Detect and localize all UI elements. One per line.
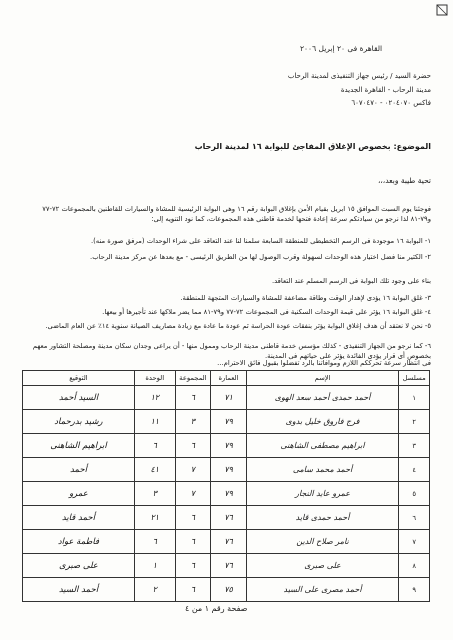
- cell-name: أحمد حمدى أحمد سعد الهوى: [246, 386, 399, 410]
- cell-signature: عمرو: [23, 482, 135, 506]
- cell-signature: أحمد: [23, 458, 135, 482]
- body-point-5: ٥- نحن لا نعتقد أن هدف إغلاق البوابة يؤثر بنفقات عودة الحراسة ثم عودة ما عادة مع زيادة مصاريف الصيانة سنوية ١٤٪ عن العام الماضى.: [45, 322, 431, 330]
- cell-signature: أحمد السيد: [23, 578, 135, 602]
- signatures-table: [22, 370, 430, 602]
- table-row: [23, 410, 430, 434]
- cell-building: ٧٦: [211, 530, 247, 554]
- cell-building: ٧٦: [211, 506, 247, 530]
- header-building: العمارة: [211, 371, 247, 386]
- header-group: المجموعة: [175, 371, 211, 386]
- cell-seq: ٦: [399, 506, 430, 530]
- cell-unit: ١: [134, 554, 175, 578]
- cell-group: ٦: [175, 578, 211, 602]
- cell-unit: ١١: [134, 410, 175, 434]
- cell-seq: ٧: [399, 530, 430, 554]
- cell-seq: ٩: [399, 578, 430, 602]
- table-header-row: [23, 371, 430, 386]
- cell-name: أحمد محمد سامى: [246, 458, 399, 482]
- body-point-4: ٤- غلق البوابة ١٦ يؤثر على قيمة الوحدات السكنية فى المجموعات ٧٢-٧٧ و٧٩-٨١ مما يضر ملاكها عند تأجيرها أو بيعها.: [102, 308, 431, 316]
- recipient-fax: فاكس ٠٢٠٤٠٧٠ - ٦٠٧٠٤٧٠: [351, 99, 431, 107]
- header-unit: الوحدة: [134, 371, 175, 386]
- cell-unit: ٢: [134, 578, 175, 602]
- body-paragraph: فوجئنا يوم السبت الموافق ١٥ ابريل بقيام الأمن بإغلاق البوابة رقم ١٦ وهى البوابة الرئيسية للمشاة والسيارات للقاطنين بالمجموعات ٧٢-٧٧ و٧٩-٨١ لذا نرجو من سيادتكم سرعة إعادة فتحها لخدمة قاطنى هذه المجموعات، كما نود التنويه إلى:: [42, 205, 431, 223]
- table-row: [23, 506, 430, 530]
- cell-seq: ٣: [399, 434, 430, 458]
- cell-building: ٧٥: [211, 578, 247, 602]
- page-number: صفحة رقم ١ من ٤: [185, 604, 248, 613]
- recipient-line-2: مدينة الرحاب - القاهرة الجديدة: [340, 86, 431, 94]
- cell-unit: ٤١: [134, 458, 175, 482]
- body-point-3: ٣- غلق البوابة ١٦ يؤدى لإهدار الوقت وطاقة مضاعفة للمشاة والسيارات المتجهة للمنطقة.: [180, 294, 431, 302]
- cell-signature: فاطمة عواد: [23, 530, 135, 554]
- letter-date: القاهرة فى ٢٠ إبريل ٢٠٠٦: [300, 44, 383, 53]
- cell-group: ٣: [175, 410, 211, 434]
- cell-name: ابراهيم مصطفى الشاهنى: [246, 434, 399, 458]
- body-point-2: ٢- الكثير منا فضل اختيار هذه الوحدات لسهولة وقرب الوصول لها من الطريق الرئيسى - مع بعدها عن مركز مدينة الرحاب.: [90, 253, 431, 261]
- cell-group: ٧: [175, 482, 211, 506]
- cell-building: ٧١: [211, 386, 247, 410]
- cell-group: ٦: [175, 386, 211, 410]
- body-point-2-cont: بناء على وجود تلك البوابة فى الرسم المسلم عند التعاقد.: [271, 277, 431, 285]
- cell-unit: ٣: [134, 482, 175, 506]
- cell-building: ٧٩: [211, 458, 247, 482]
- cell-building: ٧٦: [211, 554, 247, 578]
- table-row: [23, 530, 430, 554]
- cell-group: ٦: [175, 554, 211, 578]
- cell-seq: ٢: [399, 410, 430, 434]
- closing-line: فى انتظار سرعة تحرككم اللازم وموافاتنا بالرد تفضلوا بقبول فائق الاحترام...: [217, 359, 431, 367]
- cell-unit: ٦: [134, 434, 175, 458]
- cell-signature: رشيد بدرحماد: [23, 410, 135, 434]
- cell-name: على صبرى: [246, 554, 399, 578]
- cell-building: ٧٩: [211, 434, 247, 458]
- table-row: [23, 482, 430, 506]
- cell-name: أحمد حمدى قايد: [246, 506, 399, 530]
- cell-building: ٧٩: [211, 482, 247, 506]
- cell-name: فرج فاروق خليل بدوى: [246, 410, 399, 434]
- cell-signature: السيد أحمد: [23, 386, 135, 410]
- cell-unit: ٢١: [134, 506, 175, 530]
- cell-signature: ابراهيم الشاهنى: [23, 434, 135, 458]
- letter-subject: الموضوع: بخصوص الإغلاق المفاجئ للبوابة ١٦ لمدينة الرحاب: [194, 142, 431, 151]
- table-row: [23, 458, 430, 482]
- cell-group: ٦: [175, 530, 211, 554]
- cell-group: ٦: [175, 434, 211, 458]
- table-row: [23, 386, 430, 410]
- header-name: الإسم: [246, 371, 399, 386]
- body-point-6: ٦- كما نرجو من الجهاز التنفيذى - كذلك مؤسس خدمة قاطنى مدينة الرحاب وممول منها - أن يراعى وجدان سكان مدينة ومصلحة التشاور معهم بخصوص أى قرار يؤدى الفائدة يؤثر على حياتهم فى المدينة.: [32, 342, 431, 360]
- scan-mark-icon: [436, 4, 448, 16]
- table-row: [23, 578, 430, 602]
- cell-name: أحمد مصرى على السيد: [246, 578, 399, 602]
- body-point-1: ١- البوابة ١٦ موجودة فى الرسم التخطيطى للمنطقة السابعة سلمنا لنا عند التعاقد على شراء الوحدات (مرفق صورة منه).: [90, 237, 431, 245]
- table-row: [23, 434, 430, 458]
- cell-group: ٦: [175, 506, 211, 530]
- cell-seq: ٥: [399, 482, 430, 506]
- cell-signature: أحمد قايد: [23, 506, 135, 530]
- cell-seq: ٤: [399, 458, 430, 482]
- cell-unit: ١٢: [134, 386, 175, 410]
- header-seq: مسلسل: [399, 371, 430, 386]
- cell-seq: ١: [399, 386, 430, 410]
- cell-group: ٧: [175, 458, 211, 482]
- letter-greeting: تحية طيبة وبعد،،،: [377, 176, 431, 185]
- table-row: [23, 554, 430, 578]
- header-signature: التوقيع: [23, 371, 135, 386]
- recipient-line-1: حضرة السيد / رئيس جهاز التنفيذى لمدينة الرحاب: [287, 72, 431, 80]
- cell-name: عمرو عايد النجار: [246, 482, 399, 506]
- cell-seq: ٨: [399, 554, 430, 578]
- cell-building: ٧٩: [211, 410, 247, 434]
- cell-signature: على صبرى: [23, 554, 135, 578]
- cell-unit: ٦: [134, 530, 175, 554]
- cell-name: نامر صلاح الدين: [246, 530, 399, 554]
